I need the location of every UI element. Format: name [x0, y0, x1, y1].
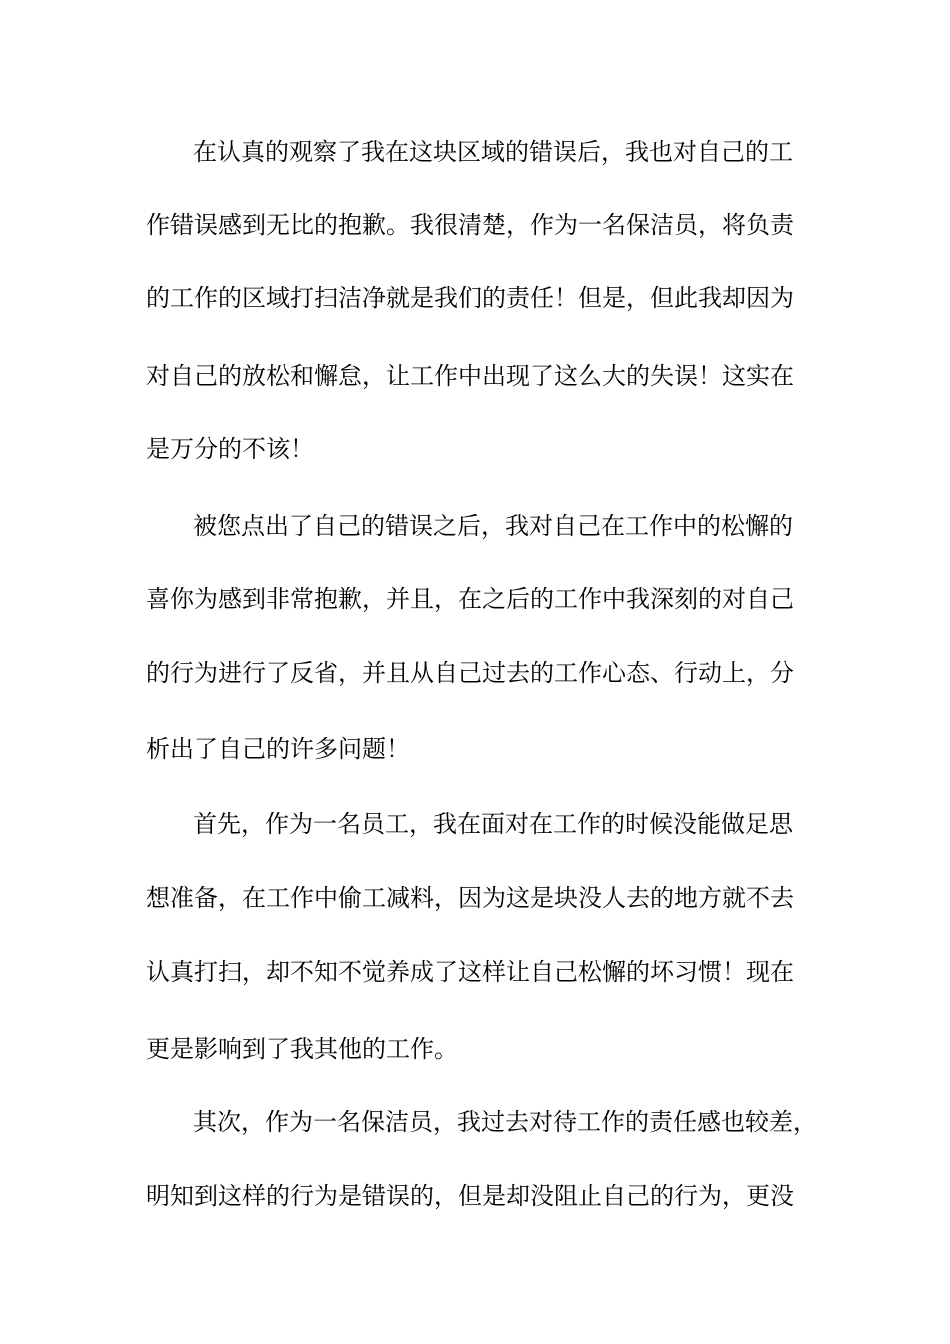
- text-line-8: 的行为进行了反省，并且从自己过去的工作心态、行动上，分: [146, 659, 794, 687]
- text-line-6: 被您点出了自己的错误之后，我对自己在工作中的松懈的: [193, 512, 793, 540]
- text-line-3: 的工作的区域打扫洁净就是我们的责任！但是，但此我却因为: [146, 284, 794, 312]
- text-line-1: 在认真的观察了我在这块区域的错误后，我也对自己的工: [193, 138, 793, 166]
- text-line-10: 首先，作为一名员工，我在面对在工作的时候没能做足思: [193, 810, 793, 838]
- text-line-9: 析出了自己的许多问题！: [146, 735, 410, 763]
- text-line-7: 喜你为感到非常抱歉，并且，在之后的工作中我深刻的对自己: [146, 585, 794, 613]
- text-line-5: 是万分的不该！: [146, 435, 314, 463]
- text-line-12: 认真打扫，却不知不觉养成了这样让自己松懈的坏习惯！现在: [146, 958, 794, 986]
- text-line-2: 作错误感到无比的抱歉。我很清楚，作为一名保洁员，将负责: [146, 211, 794, 239]
- text-line-13: 更是影响到了我其他的工作。: [146, 1035, 458, 1063]
- text-line-14: 其次，作为一名保洁员，我过去对待工作的责任感也较差，: [193, 1108, 817, 1136]
- text-line-4: 对自己的放松和懈怠，让工作中出现了这么大的失误！这实在: [146, 362, 794, 390]
- text-line-11: 想准备，在工作中偷工减料，因为这是块没人去的地方就不去: [146, 884, 794, 912]
- text-line-15: 明知到这样的行为是错误的，但是却没阻止自己的行为，更没: [146, 1182, 794, 1210]
